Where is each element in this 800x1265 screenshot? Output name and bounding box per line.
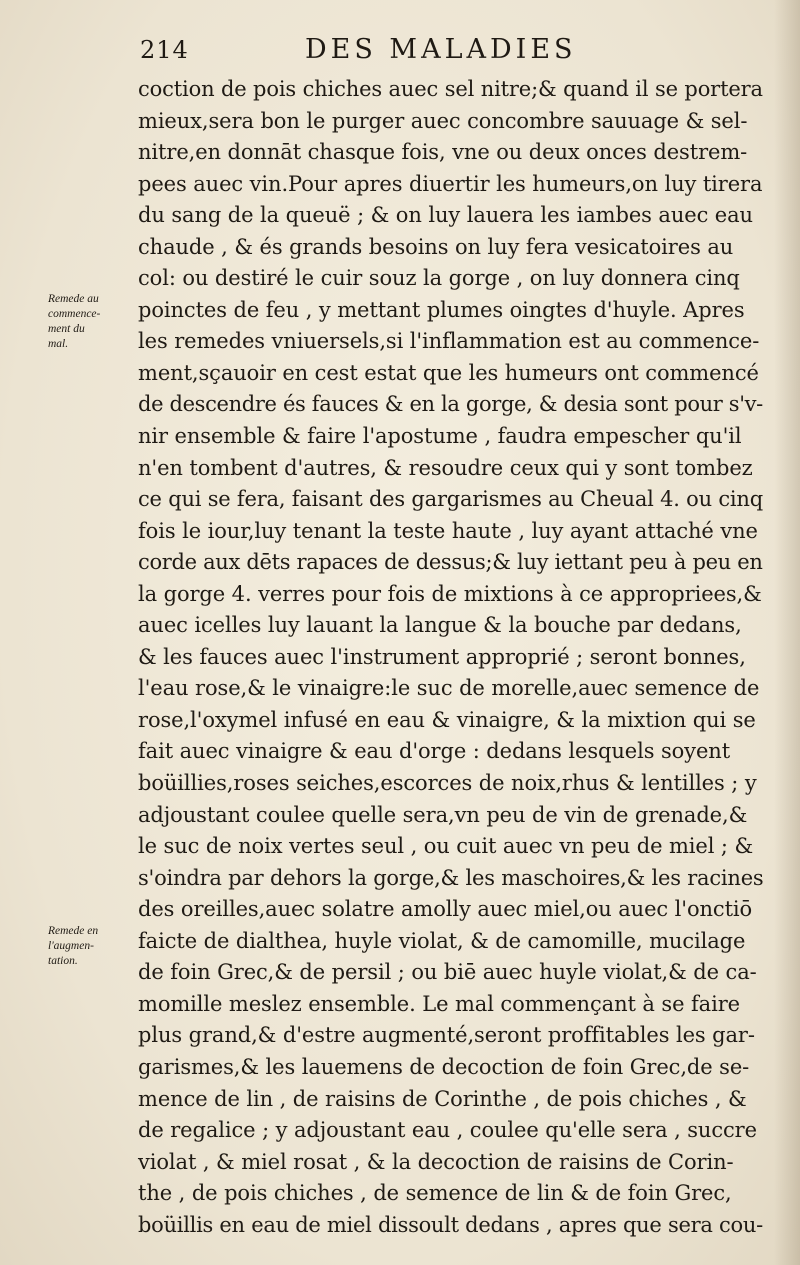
text-line: s'oindra par dehors la gorge,& les maschoires,& les racines (138, 865, 764, 890)
text-line: corde aux dēts rapaces de dessus;& luy iettant peu à peu en (138, 550, 763, 575)
text-line: violat , & miel rosat , & la decoction de raisins de Corin- (138, 1149, 734, 1174)
body-text (138, 74, 763, 1241)
text-line: rose,l'oxymel infusé en eau & vinaigre, & la mixtion qui se (138, 707, 756, 732)
margin-note-line: Remede en (48, 925, 99, 937)
margin-note-remede-augmentation (48, 924, 134, 969)
text-line: de regalice ; y adjoustant eau , coulee qu'elle sera , succre (138, 1118, 757, 1143)
text-line: ce qui se fera, faisant des gargarismes au Cheual 4. ou cinq (138, 487, 763, 512)
text-line: the , de pois chiches , de semence de lin & de foin Grec, (138, 1181, 732, 1206)
text-line: le suc de noix vertes seul , ou cuit auec vn peu de miel ; & (138, 834, 754, 859)
page-header (0, 34, 800, 68)
text-line: coction de pois chiches auec sel nitre;& quand il se portera (138, 77, 763, 101)
margin-note-line: ment du (48, 323, 85, 335)
margin-note-line: Remede au (48, 293, 99, 305)
text-line: faicte de dialthea, huyle violat, & de camomille, mucilage (138, 928, 746, 953)
page-edge-shadow (774, 0, 800, 1265)
text-line: momille meslez ensemble. Le mal commençant à se faire (138, 991, 740, 1016)
margin-note-line: l'augmen- (48, 940, 94, 952)
text-line: plus grand,& d'estre augmenté,seront proffitables les gar- (138, 1023, 755, 1048)
text-line: nitre,en donnāt chasque fois, vne ou deux onces destrem- (138, 140, 748, 165)
margin-note-line: tation. (48, 955, 78, 967)
page-number: 214 (140, 36, 189, 64)
text-line: n'en tombent d'autres, & resoudre ceux qui y sont tombez (138, 455, 753, 480)
text-line: garismes,& les lauemens de decoction de foin Grec,de se- (138, 1054, 750, 1079)
text-line: des oreilles,auec solatre amolly auec miel,ou auec l'onctiō (138, 897, 753, 922)
margin-note-remede-commencement (48, 292, 134, 352)
text-line: ment,sçauoir en cest estat que les humeurs ont commencé (138, 360, 759, 385)
text-line: de descendre és fauces & en la gorge, & desia sont pour s'v- (138, 392, 763, 417)
text-line: boüillies,roses seiches,escorces de noix,rhus & lentilles ; y (138, 771, 757, 796)
text-line: poinctes de feu , y mettant plumes oingtes d'huyle. Apres (138, 297, 745, 322)
running-title: DES MALADIES (305, 34, 577, 65)
text-line: col: ou destiré le cuir souz la gorge , on luy donnera cinq (138, 266, 740, 291)
text-line: mieux,sera bon le purger auec concombre sauuage & sel- (138, 108, 748, 133)
text-line: l'eau rose,& le vinaigre:le suc de morelle,auec semence de (138, 676, 760, 701)
text-line: fois le iour,luy tenant la teste haute , luy ayant attaché vne (138, 518, 758, 543)
text-line: fait auec vinaigre & eau d'orge : dedans lesquels soyent (138, 739, 731, 764)
text-line: & les fauces auec l'instrument approprié ; seront bonnes, (138, 644, 746, 669)
text-line: auec icelles luy lauant la langue & la bouche par dedans, (138, 613, 742, 638)
text-line: pees auec vin.Pour apres diuertir les humeurs,on luy tirera (138, 171, 763, 196)
text-line: la gorge 4. verres pour fois de mixtions à ce appropriees,& (138, 581, 762, 606)
text-line: mence de lin , de raisins de Corinthe , de pois chiches , & (138, 1086, 747, 1111)
text-line: les remedes vniuersels,si l'inflammation est au commence- (138, 329, 760, 354)
margin-note-line: mal. (48, 338, 69, 350)
text-line: du sang de la queuë ; & on luy lauera les iambes auec eau (138, 203, 753, 228)
text-line: adjoustant coulee quelle sera,vn peu de vin de grenade,& (138, 802, 748, 827)
text-line: boüillis en eau de miel dissoult dedans , apres que sera cou- (138, 1212, 763, 1237)
margin-note-line: commence- (48, 308, 101, 320)
text-line: chaude , & és grands besoins on luy fera vesicatoires au (138, 234, 734, 259)
text-line: nir ensemble & faire l'apostume , faudra empescher qu'il (138, 424, 742, 449)
text-line: de foin Grec,& de persil ; ou biē auec huyle violat,& de ca- (138, 960, 757, 985)
